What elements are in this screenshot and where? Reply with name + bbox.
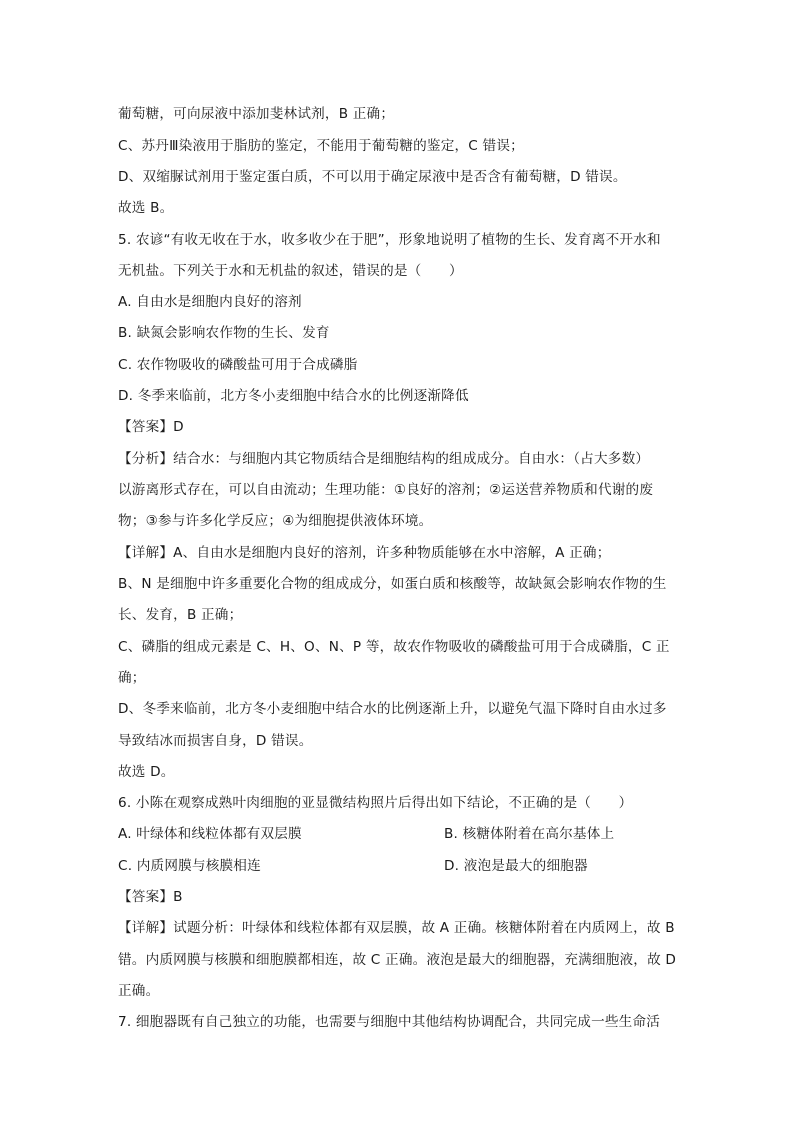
question-5-answer: 【答案】D — [118, 419, 184, 435]
question-6-option-d: D. 液泡是最大的细胞器 — [444, 858, 588, 874]
text-line: D、双缩脲试剂用于鉴定蛋白质，不可以用于确定尿液中是否含有葡萄糖，D 错误。 — [118, 169, 627, 185]
question-5-stem: 5. 农谚“有收无收在于水，收多收少在于肥”，形象地说明了植物的生长、发育离不开水和 — [118, 232, 661, 248]
question-5-explanation: B、N 是细胞中许多重要化合物的组成成分，如蛋白质和核酸等，故缺氮会影响农作物的生 — [118, 576, 667, 592]
question-5-option-a: A. 自由水是细胞内良好的溶剂 — [118, 294, 302, 310]
question-5-option-d: D. 冬季来临前，北方冬小麦细胞中结合水的比例逐渐降低 — [118, 388, 469, 404]
question-5-stem: 无机盐。下列关于水和无机盐的叙述，错误的是（ ） — [118, 263, 463, 279]
question-7-stem: 7. 细胞器既有自己独立的功能，也需要与细胞中其他结构协调配合，共同完成一些生命活 — [118, 1014, 661, 1030]
question-5-conclusion: 故选 D。 — [118, 764, 175, 780]
question-5-option-c: C. 农作物吸收的磷酸盐可用于合成磷脂 — [118, 357, 358, 373]
question-5-analysis: 物；③参与许多化学反应；④为细胞提供液体环境。 — [118, 513, 433, 529]
question-5-explanation: 【详解】A、自由水是细胞内良好的溶剂，许多种物质能够在水中溶解，A 正确； — [118, 545, 611, 561]
question-5-explanation: 长、发育，B 正确； — [118, 607, 243, 623]
question-5-explanation: 导致结冰而损害自身，D 错误。 — [118, 733, 313, 749]
question-6-answer: 【答案】B — [118, 889, 183, 905]
question-6-explanation: 错。内质网膜与核膜和细胞膜都相连，故 C 正确。液泡是最大的细胞器，充满细胞液，故 D — [118, 952, 677, 968]
question-6-stem: 6. 小陈在观察成熟叶肉细胞的亚显微结构照片后得出如下结论，不正确的是（ ） — [118, 795, 633, 811]
text-line: 葡萄糖，可向尿液中添加斐林试剂，B 正确； — [118, 106, 395, 122]
question-6-option-b: B. 核糖体附着在高尔基体上 — [444, 826, 615, 842]
question-6-option-c: C. 内质网膜与核膜相连 — [118, 858, 261, 874]
question-5-explanation: 确； — [118, 670, 146, 686]
question-5-option-b: B. 缺氮会影响农作物的生长、发育 — [118, 325, 330, 341]
question-6-option-a: A. 叶绿体和线粒体都有双层膜 — [118, 826, 302, 842]
question-6-explanation: 正确。 — [118, 983, 160, 999]
question-5-analysis: 【分析】结合水：与细胞内其它物质结合是细胞结构的组成成分。自由水：（占大多数） — [118, 451, 650, 467]
question-5-explanation: D、冬季来临前，北方冬小麦细胞中结合水的比例逐渐上升，以避免气温下降时自由水过多 — [118, 701, 667, 717]
question-5-explanation: C、磷脂的组成元素是 C、H、O、N、P 等，故农作物吸收的磷酸盐可用于合成磷脂，C 正 — [118, 639, 670, 655]
question-5-analysis: 以游离形式存在，可以自由流动；生理功能：①良好的溶剂；②运送营养物质和代谢的废 — [118, 482, 654, 498]
text-line: 故选 B。 — [118, 200, 174, 216]
text-line: C、苏丹Ⅲ染液用于脂肪的鉴定，不能用于葡萄糖的鉴定，C 错误； — [118, 138, 524, 154]
question-6-explanation: 【详解】试题分析：叶绿体和线粒体都有双层膜，故 A 正确。核糖体附着在内质网上，故 B — [118, 920, 675, 936]
